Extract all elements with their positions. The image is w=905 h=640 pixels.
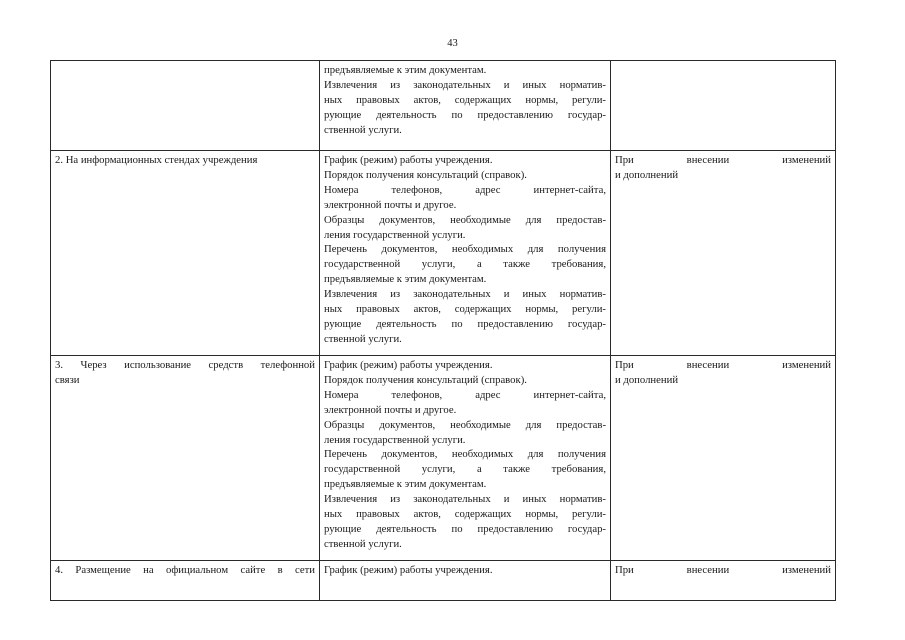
timing-text-line: При внесении изменений xyxy=(615,564,831,576)
timing-cell xyxy=(611,356,836,561)
content-text-line: Номера телефонов, адрес интернет-сайта, xyxy=(324,388,606,401)
content-text-line: ных правовых актов, содержащих нормы, регули- xyxy=(324,93,606,106)
timing-cell xyxy=(611,61,836,151)
content-text-line: График (режим) работы учреждения. xyxy=(324,154,493,166)
timing-text-line: При внесении изменений xyxy=(615,359,831,371)
content-text-line: Образцы документов, необходимые для предостав- xyxy=(324,213,606,226)
content-text-line: ления государственной услуги. xyxy=(324,228,466,241)
content-text-line: Порядок получения консультаций (справок). xyxy=(324,168,527,181)
content-text-line: Извлечения из законодательных и иных норматив- xyxy=(324,493,606,506)
method-text-line: связи xyxy=(55,373,80,386)
content-text-line: рующие деятельность по предоставлению государ- xyxy=(324,108,606,121)
information-methods-table xyxy=(50,60,836,601)
timing-text-line: и дополнений xyxy=(615,373,679,386)
content-text-line: предъявляемые к этим документам. xyxy=(324,64,487,76)
content-text-line: Извлечения из законодательных и иных норматив- xyxy=(324,78,606,91)
method-text-line: 4. Размещение на официальном сайте в сети xyxy=(55,564,315,576)
table-row xyxy=(51,561,836,601)
content-text-line: государственной услуги, а также требования, xyxy=(324,463,606,476)
content-text-line: График (режим) работы учреждения. xyxy=(324,564,493,576)
content-text-line: ственной услуги. xyxy=(324,537,402,550)
table-row xyxy=(51,356,836,561)
table-row xyxy=(51,61,836,151)
page-number: 43 xyxy=(447,38,458,49)
content-text-line: государственной услуги, а также требования, xyxy=(324,258,606,271)
timing-text-line: При внесении изменений xyxy=(615,154,831,166)
content-cell xyxy=(320,61,611,151)
content-text-line: Порядок получения консультаций (справок). xyxy=(324,373,527,386)
method-cell xyxy=(51,356,320,561)
content-cell xyxy=(320,151,611,356)
content-text-line: Перечень документов, необходимых для получения xyxy=(324,448,606,461)
content-text-line: ных правовых актов, содержащих нормы, регули- xyxy=(324,508,606,521)
method-text-line: 3. Через использование средств телефонной xyxy=(55,359,315,371)
content-cell xyxy=(320,561,611,601)
timing-text-line: и дополнений xyxy=(615,168,679,181)
content-text-line: рующие деятельность по предоставлению государ- xyxy=(324,522,606,535)
content-text-line: предъявляемые к этим документам. xyxy=(324,273,487,286)
content-text-line: График (режим) работы учреждения. xyxy=(324,359,493,371)
content-text-line: рующие деятельность по предоставлению государ- xyxy=(324,317,606,330)
method-cell xyxy=(51,61,320,151)
content-text-line: электронной почты и другое. xyxy=(324,403,457,416)
content-text-line: ственной услуги. xyxy=(324,332,402,345)
content-text-line: ных правовых актов, содержащих нормы, регули- xyxy=(324,303,606,316)
content-text-line: Номера телефонов, адрес интернет-сайта, xyxy=(324,183,606,196)
content-text-line: ления государственной услуги. xyxy=(324,433,466,446)
content-cell xyxy=(320,356,611,561)
method-cell xyxy=(51,151,320,356)
timing-cell xyxy=(611,561,836,601)
method-cell xyxy=(51,561,320,601)
table-row xyxy=(51,151,836,356)
content-text-line: электронной почты и другое. xyxy=(324,198,457,211)
content-text-line: Перечень документов, необходимых для получения xyxy=(324,243,606,256)
content-text-line: ственной услуги. xyxy=(324,123,402,136)
content-text-line: Извлечения из законодательных и иных норматив- xyxy=(324,288,606,301)
content-text-line: предъявляемые к этим документам. xyxy=(324,478,487,491)
content-text-line: Образцы документов, необходимые для предостав- xyxy=(324,418,606,431)
timing-cell xyxy=(611,151,836,356)
method-text-line: 2. На информационных стендах учреждения xyxy=(55,154,258,166)
